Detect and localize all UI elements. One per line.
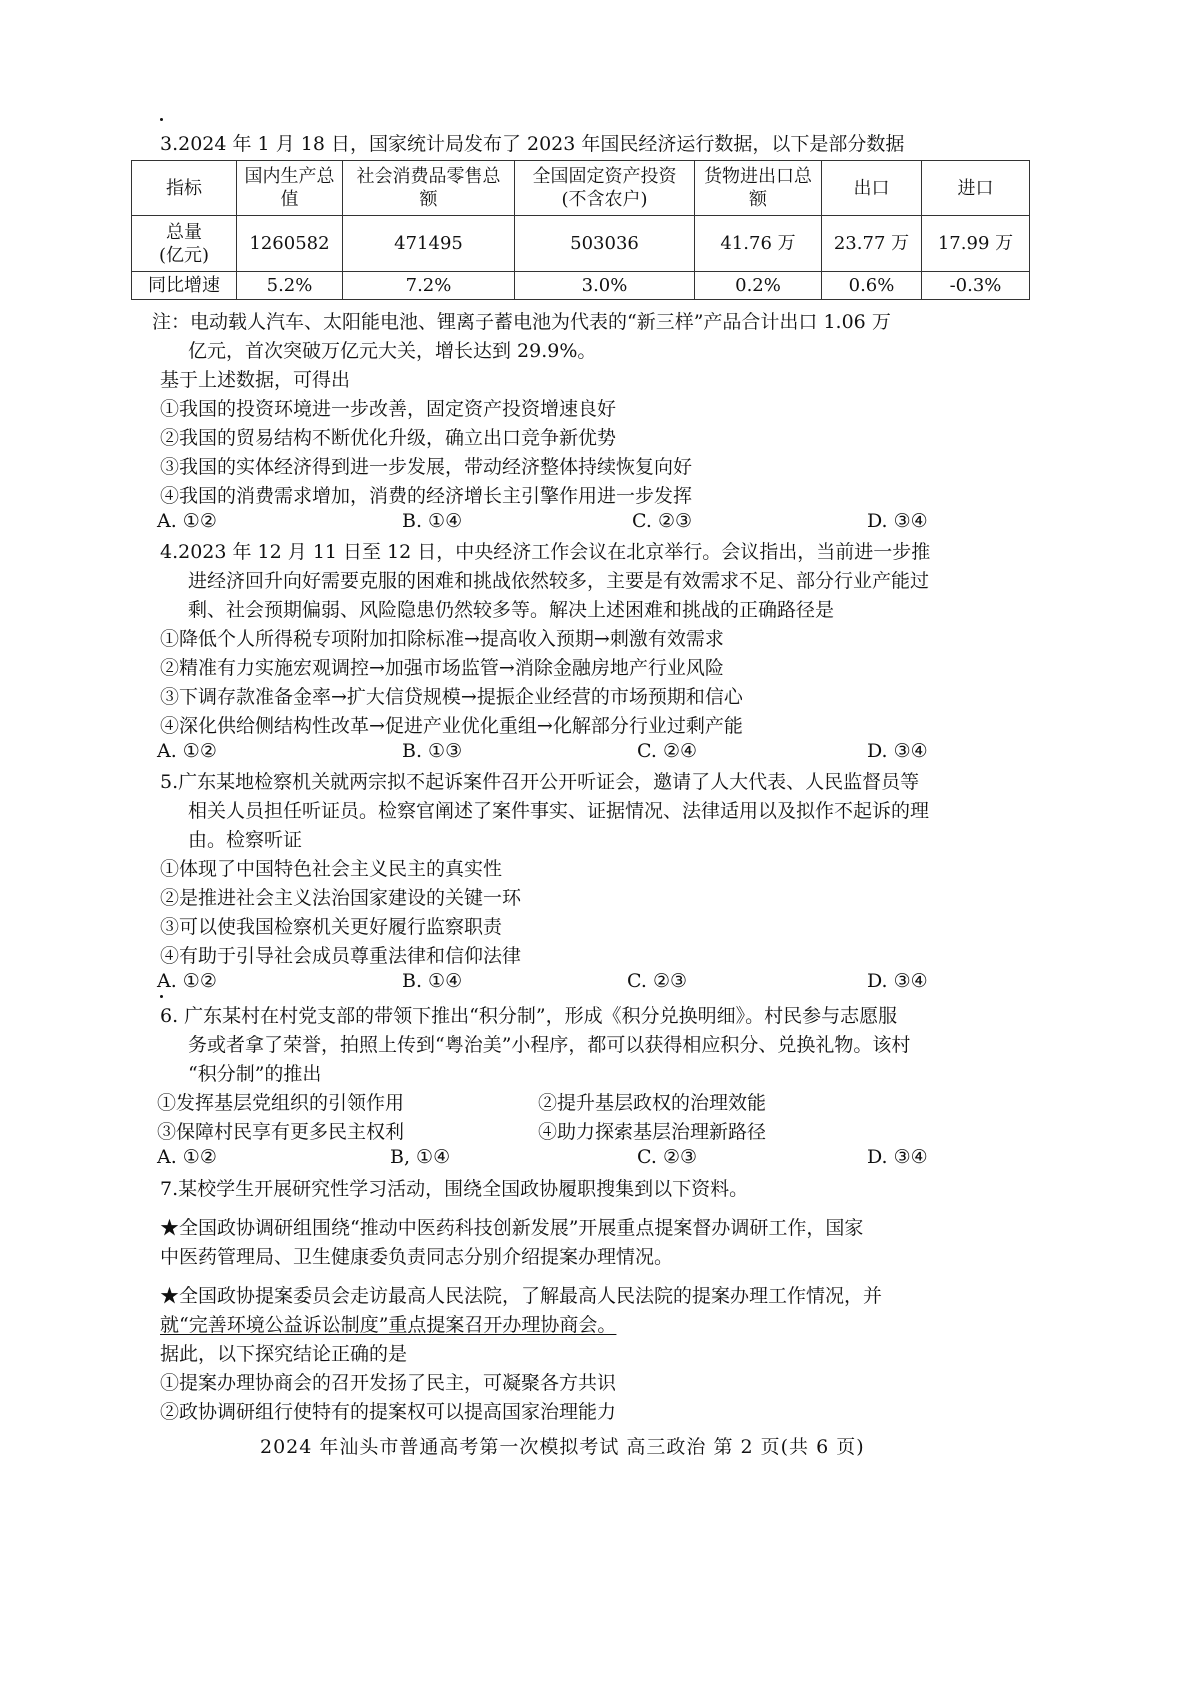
option-d: D. ③④ xyxy=(867,970,928,992)
option-d: D. ③④ xyxy=(867,510,928,532)
q5-options xyxy=(157,970,1077,998)
table-cell: 17.99 万 xyxy=(922,216,1030,272)
table-cell: 471495 xyxy=(343,216,515,272)
q3-lead: 基于上述数据，可得出 xyxy=(160,369,351,391)
table-cell: 41.76 万 xyxy=(695,216,822,272)
header-cell: 国内生产总 值 xyxy=(237,161,343,216)
q3-note-line: 注：电动载人汽车、太阳能电池、锂离子蓄电池为代表的“新三样”产品合计出口 1.06 万 xyxy=(152,311,891,333)
q4-options xyxy=(157,740,1077,768)
q7-material-line: ★全国政协调研组围绕“推动中医药科技创新发展”开展重点提案督办调研工作，国家 xyxy=(160,1217,864,1239)
stray-dot xyxy=(160,118,163,121)
header-cell: 指标 xyxy=(132,161,237,216)
table-row-growth xyxy=(132,272,1030,300)
table-cell: 503036 xyxy=(515,216,695,272)
q5-stem-line: 由。检察听证 xyxy=(188,829,303,851)
option-b: B, ①④ xyxy=(390,1146,451,1168)
q6-item: ③保障村民享有更多民主权利 xyxy=(157,1121,405,1143)
q5-stem-line: 相关人员担任听证员。检察官阐述了案件事实、证据情况、法律适用以及拟作不起诉的理 xyxy=(188,800,930,822)
table-cell: 1260582 xyxy=(237,216,343,272)
q6-item: ④助力探索基层治理新路径 xyxy=(538,1121,767,1143)
table-cell: 5.2% xyxy=(237,272,343,300)
economy-data-table xyxy=(131,160,1030,300)
q3-item: ②我国的贸易结构不断优化升级，确立出口竞争新优势 xyxy=(160,427,617,449)
row-label: 同比增速 xyxy=(132,272,237,300)
q3-item: ④我国的消费需求增加，消费的经济增长主引擎作用进一步发挥 xyxy=(160,485,693,507)
q7-material-line: 中医药管理局、卫生健康委负责同志分别介绍提案办理情况。 xyxy=(160,1246,674,1268)
q5-item: ②是推进社会主义法治国家建设的关键一环 xyxy=(160,887,522,909)
q5-stem-line: 5.广东某地检察机关就两宗拟不起诉案件召开公开听证会，邀请了人大代表、人民监督员等 xyxy=(160,771,920,793)
header-cell: 进口 xyxy=(922,161,1030,216)
q7-stem: 7.某校学生开展研究性学习活动，围绕全国政协履职搜集到以下资料。 xyxy=(160,1178,749,1200)
q6-stem-line: 务或者拿了荣誉，拍照上传到“粤治美”小程序，都可以获得相应积分、兑换礼物。该村 xyxy=(188,1034,911,1056)
q5-item: ①体现了中国特色社会主义民主的真实性 xyxy=(160,858,503,880)
q4-item: ③下调存款准备金率→扩大信贷规模→提振企业经营的市场预期和信心 xyxy=(160,686,743,708)
q7-lead: 据此，以下探究结论正确的是 xyxy=(160,1343,408,1365)
table-row-total xyxy=(132,216,1030,272)
q4-item: ①降低个人所得税专项附加扣除标准→提高收入预期→刺激有效需求 xyxy=(160,628,724,650)
header-cell: 出口 xyxy=(822,161,922,216)
q7-material-line: 就“完善环境公益诉讼制度”重点提案召开办理协商会。 xyxy=(160,1314,617,1336)
q4-stem-line: 进经济回升向好需要克服的困难和挑战依然较多，主要是有效需求不足、部分行业产能过 xyxy=(188,570,930,592)
q3-stem: 3.2024 年 1 月 18 日，国家统计局发布了 2023 年国民经济运行数据，以下是部分数据 xyxy=(160,133,905,155)
option-a: A. ①② xyxy=(157,1146,217,1168)
option-c: C. ②④ xyxy=(637,740,698,762)
row-label: 总量 (亿元) xyxy=(132,216,237,272)
q6-stem-line: “积分制”的推出 xyxy=(188,1063,322,1085)
q6-options xyxy=(157,1146,1077,1174)
option-c: C. ②③ xyxy=(637,1146,698,1168)
q4-item: ④深化供给侧结构性改革→促进产业优化重组→化解部分行业过剩产能 xyxy=(160,715,743,737)
header-cell: 货物进出口总 额 xyxy=(695,161,822,216)
q7-item: ①提案办理协商会的召开发扬了民主，可凝聚各方共识 xyxy=(160,1372,617,1394)
option-c: C. ②③ xyxy=(632,510,693,532)
q6-item: ②提升基层政权的治理效能 xyxy=(538,1092,767,1114)
table-cell: 23.77 万 xyxy=(822,216,922,272)
q6-item: ①发挥基层党组织的引领作用 xyxy=(157,1092,405,1114)
q7-material-line: ★全国政协提案委员会走访最高人民法院，了解最高人民法院的提案办理工作情况，并 xyxy=(160,1285,883,1307)
option-a: A. ①② xyxy=(157,740,217,762)
table-cell: 0.6% xyxy=(822,272,922,300)
option-b: B. ①④ xyxy=(402,510,463,532)
table-cell: 0.2% xyxy=(695,272,822,300)
option-b: B. ①④ xyxy=(402,970,463,992)
table-cell: 7.2% xyxy=(343,272,515,300)
q4-item: ②精准有力实施宏观调控→加强市场监管→消除金融房地产行业风险 xyxy=(160,657,724,679)
header-cell: 全国固定资产投资 (不含农户) xyxy=(515,161,695,216)
option-c: C. ②③ xyxy=(627,970,688,992)
q4-stem-line: 4.2023 年 12 月 11 日至 12 日，中央经济工作会议在北京举行。会议指出，当前进一步推 xyxy=(160,541,931,563)
option-a: A. ①② xyxy=(157,970,217,992)
q4-stem-line: 剩、社会预期偏弱、风险隐患仍然较多等。解决上述困难和挑战的正确路径是 xyxy=(188,599,835,621)
q3-item: ③我国的实体经济得到进一步发展，带动经济整体持续恢复向好 xyxy=(160,456,693,478)
table-cell: 3.0% xyxy=(515,272,695,300)
option-a: A. ①② xyxy=(157,510,217,532)
header-cell: 社会消费品零售总 额 xyxy=(343,161,515,216)
q3-options xyxy=(157,510,1077,538)
q5-item: ③可以使我国检察机关更好履行监察职责 xyxy=(160,916,503,938)
q7-item: ②政协调研组行使特有的提案权可以提高国家治理能力 xyxy=(160,1401,617,1423)
q3-item: ①我国的投资环境进一步改善，固定资产投资增速良好 xyxy=(160,398,617,420)
q6-stem-line: 6. 广东某村在村党支部的带领下推出“积分制”，形成《积分兑换明细》。村民参与志愿服 xyxy=(160,1005,898,1027)
option-d: D. ③④ xyxy=(867,1146,928,1168)
option-b: B. ①③ xyxy=(402,740,463,762)
q5-item: ④有助于引导社会成员尊重法律和信仰法律 xyxy=(160,945,522,967)
q3-note-line: 亿元，首次突破万亿元大关，增长达到 29.9%。 xyxy=(188,340,597,362)
option-d: D. ③④ xyxy=(867,740,928,762)
table-header-row xyxy=(132,161,1030,216)
table-cell: -0.3% xyxy=(922,272,1030,300)
page-footer: 2024 年汕头市普通高考第一次模拟考试 高三政治 第 2 页(共 6 页) xyxy=(260,1436,865,1458)
